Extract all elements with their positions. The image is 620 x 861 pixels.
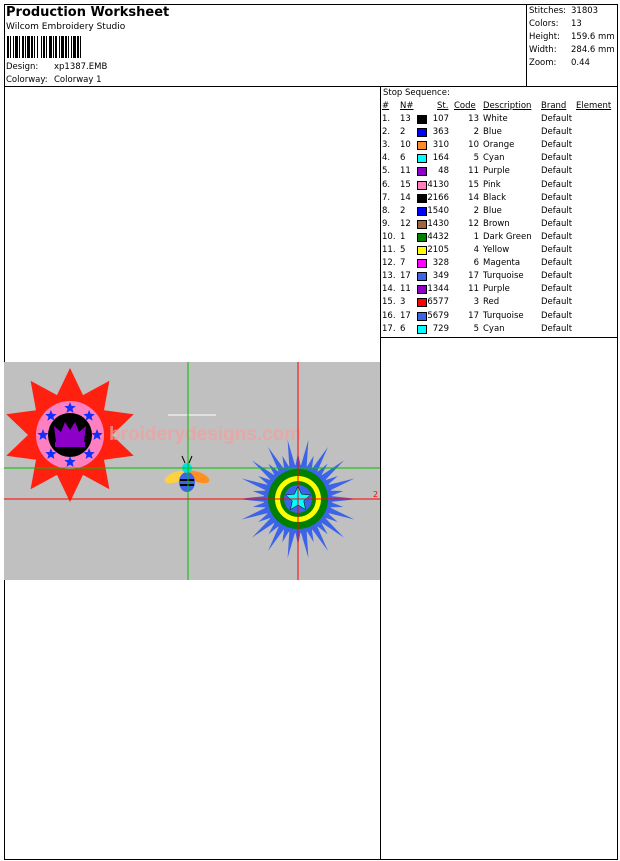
row-description: Turquoise bbox=[483, 271, 524, 282]
row-needle: 1 bbox=[400, 231, 406, 242]
row-number: 9. bbox=[382, 218, 391, 229]
row-needle: 14 bbox=[400, 192, 411, 203]
row-number: 5. bbox=[382, 166, 391, 177]
design-preview bbox=[4, 362, 380, 580]
color-swatch bbox=[417, 154, 427, 163]
row-brand: Default bbox=[541, 231, 573, 242]
colorway-label: Colorway: bbox=[6, 75, 48, 85]
color-swatch bbox=[417, 298, 427, 307]
row-code: 3 bbox=[473, 297, 479, 308]
table-row bbox=[381, 245, 617, 258]
row-needle: 6 bbox=[400, 153, 406, 164]
stat-label: Height: bbox=[529, 32, 560, 42]
row-stitches: 4432 bbox=[427, 231, 449, 242]
header-num: # bbox=[382, 101, 390, 111]
color-swatch bbox=[417, 128, 427, 137]
color-swatch bbox=[417, 181, 427, 190]
stat-label: Stitches: bbox=[529, 6, 567, 16]
row-stitches: 1344 bbox=[427, 284, 449, 295]
color-swatch bbox=[417, 246, 427, 255]
color-swatch bbox=[417, 194, 427, 203]
table-row bbox=[381, 153, 617, 166]
header-description: Description bbox=[483, 101, 532, 111]
row-number: 7. bbox=[382, 192, 391, 203]
row-description: Blue bbox=[483, 205, 502, 216]
row-stitches: 328 bbox=[432, 258, 449, 269]
row-description: Purple bbox=[483, 166, 510, 177]
row-brand: Default bbox=[541, 245, 573, 255]
row-stitches: 164 bbox=[432, 153, 449, 164]
row-stitches: 6577 bbox=[427, 297, 449, 308]
row-number: 15. bbox=[382, 297, 396, 308]
sequence-bottom-border bbox=[380, 337, 618, 338]
table-row bbox=[381, 193, 617, 206]
row-brand: Default bbox=[541, 179, 573, 190]
table-row bbox=[381, 297, 617, 310]
row-stitches: 48 bbox=[438, 166, 449, 177]
row-description: Turquoise bbox=[483, 310, 524, 321]
row-description: Blue bbox=[483, 127, 502, 138]
row-number: 6. bbox=[382, 179, 391, 190]
row-number: 13. bbox=[382, 271, 396, 282]
color-swatch bbox=[417, 115, 427, 124]
watermark-bar bbox=[168, 414, 216, 416]
row-stitches: 2166 bbox=[427, 192, 449, 203]
row-stitches: 4130 bbox=[427, 179, 449, 190]
row-description: Cyan bbox=[483, 153, 505, 164]
row-code: 12 bbox=[468, 218, 479, 229]
design-value: xp1387.EMB bbox=[54, 62, 108, 72]
table-row bbox=[381, 219, 617, 232]
color-swatch bbox=[417, 220, 427, 229]
row-description: Black bbox=[483, 192, 506, 203]
row-code: 5 bbox=[473, 323, 479, 334]
header-stitches: St. bbox=[437, 101, 449, 111]
row-needle: 11 bbox=[400, 166, 411, 177]
row-stitches: 1430 bbox=[427, 218, 449, 229]
row-brand: Default bbox=[541, 323, 573, 334]
header-element: Element bbox=[576, 101, 612, 111]
stats-divider bbox=[526, 4, 527, 87]
table-row bbox=[381, 206, 617, 219]
row-description: Brown bbox=[483, 218, 510, 229]
row-description: Purple bbox=[483, 284, 510, 295]
row-brand: Default bbox=[541, 258, 573, 269]
row-brand: Default bbox=[541, 140, 573, 151]
stat-value: 284.6 mm bbox=[571, 45, 615, 55]
row-number: 1. bbox=[382, 114, 391, 124]
design-label: Design: bbox=[6, 62, 39, 72]
row-needle: 10 bbox=[400, 140, 411, 151]
row-description: Red bbox=[483, 297, 500, 308]
table-row bbox=[381, 271, 617, 284]
row-needle: 6 bbox=[400, 323, 406, 334]
row-needle: 7 bbox=[400, 258, 406, 269]
row-needle: 2 bbox=[400, 127, 406, 138]
row-code: 13 bbox=[468, 114, 479, 124]
row-number: 3. bbox=[382, 140, 391, 151]
colorway-value: Colorway 1 bbox=[54, 75, 102, 85]
marker-label: 2 bbox=[373, 490, 379, 499]
row-code: 17 bbox=[468, 310, 479, 321]
row-needle: 3 bbox=[400, 297, 406, 308]
color-swatch bbox=[417, 167, 427, 176]
design-canvas bbox=[4, 362, 380, 580]
row-needle: 15 bbox=[400, 179, 411, 190]
row-needle: 13 bbox=[400, 114, 411, 124]
row-stitches: 349 bbox=[432, 271, 449, 282]
watermark-text: broiderydesigns.com bbox=[109, 424, 302, 445]
barcode-icon bbox=[7, 36, 131, 58]
row-description: Magenta bbox=[483, 258, 521, 269]
stat-label: Colors: bbox=[529, 19, 559, 29]
color-swatch bbox=[417, 285, 427, 294]
row-code: 2 bbox=[473, 205, 479, 216]
row-number: 8. bbox=[382, 205, 391, 216]
row-number: 17. bbox=[382, 323, 396, 334]
row-brand: Default bbox=[541, 284, 573, 295]
row-stitches: 310 bbox=[432, 140, 449, 151]
row-brand: Default bbox=[541, 297, 573, 308]
row-brand: Default bbox=[541, 166, 573, 177]
table-row bbox=[381, 284, 617, 297]
stop-sequence-title: Stop Sequence: bbox=[383, 88, 450, 98]
row-brand: Default bbox=[541, 153, 573, 164]
color-swatch bbox=[417, 233, 427, 242]
row-number: 14. bbox=[382, 284, 396, 295]
row-number: 10. bbox=[382, 231, 396, 242]
row-code: 15 bbox=[468, 179, 479, 190]
color-swatch bbox=[417, 141, 427, 150]
row-code: 6 bbox=[473, 258, 479, 269]
table-row bbox=[381, 311, 617, 324]
page-title: Production Worksheet bbox=[6, 5, 170, 20]
row-needle: 5 bbox=[400, 245, 406, 255]
row-brand: Default bbox=[541, 205, 573, 216]
row-description: Cyan bbox=[483, 323, 505, 334]
table-row bbox=[381, 166, 617, 179]
row-code: 10 bbox=[468, 140, 479, 151]
table-row bbox=[381, 127, 617, 140]
row-code: 14 bbox=[468, 192, 479, 203]
row-brand: Default bbox=[541, 127, 573, 138]
table-row bbox=[381, 232, 617, 245]
row-stitches: 363 bbox=[432, 127, 449, 138]
row-code: 4 bbox=[473, 245, 479, 255]
row-description: Pink bbox=[483, 179, 501, 190]
row-brand: Default bbox=[541, 310, 573, 321]
outer-right-border bbox=[617, 4, 618, 860]
header-needle: N# bbox=[400, 101, 414, 111]
row-stitches: 1540 bbox=[427, 205, 449, 216]
row-number: 12. bbox=[382, 258, 396, 269]
row-number: 4. bbox=[382, 153, 391, 164]
table-row bbox=[381, 140, 617, 153]
row-brand: Default bbox=[541, 114, 573, 124]
row-description: Dark Green bbox=[483, 231, 532, 242]
row-brand: Default bbox=[541, 192, 573, 203]
color-swatch bbox=[417, 312, 427, 321]
stat-value: 13 bbox=[571, 19, 582, 29]
color-swatch bbox=[417, 272, 427, 281]
table-row bbox=[381, 324, 617, 337]
stat-label: Width: bbox=[529, 45, 557, 55]
color-swatch bbox=[417, 325, 427, 334]
software-name: Wilcom Embroidery Studio bbox=[6, 22, 126, 32]
stat-value: 31803 bbox=[571, 6, 599, 16]
row-code: 2 bbox=[473, 127, 479, 138]
row-code: 11 bbox=[468, 284, 479, 295]
row-needle: 11 bbox=[400, 284, 411, 295]
row-number: 2. bbox=[382, 127, 391, 138]
row-stitches: 2105 bbox=[427, 245, 449, 255]
table-row bbox=[381, 114, 617, 127]
row-description: Orange bbox=[483, 140, 515, 151]
header-brand: Brand bbox=[541, 101, 567, 111]
row-description: White bbox=[483, 114, 508, 124]
stat-label: Zoom: bbox=[529, 58, 557, 68]
outer-bottom-border bbox=[4, 859, 618, 860]
table-row bbox=[381, 258, 617, 271]
color-swatch bbox=[417, 207, 427, 216]
row-code: 1 bbox=[473, 231, 479, 242]
row-brand: Default bbox=[541, 271, 573, 282]
table-row bbox=[381, 180, 617, 193]
color-swatch bbox=[417, 259, 427, 268]
row-needle: 17 bbox=[400, 310, 411, 321]
row-code: 11 bbox=[468, 166, 479, 177]
row-stitches: 107 bbox=[432, 114, 449, 124]
row-code: 5 bbox=[473, 153, 479, 164]
stat-value: 159.6 mm bbox=[571, 32, 615, 42]
row-needle: 17 bbox=[400, 271, 411, 282]
row-number: 16. bbox=[382, 310, 396, 321]
header-code: Code bbox=[454, 101, 476, 111]
row-needle: 12 bbox=[400, 218, 411, 229]
bee-icon bbox=[163, 456, 211, 492]
row-brand: Default bbox=[541, 218, 573, 229]
row-code: 17 bbox=[468, 271, 479, 282]
crown-base bbox=[55, 442, 85, 447]
row-stitches: 729 bbox=[432, 323, 449, 334]
row-needle: 2 bbox=[400, 205, 406, 216]
stat-value: 0.44 bbox=[571, 58, 590, 68]
row-number: 11. bbox=[382, 245, 396, 255]
row-description: Yellow bbox=[483, 245, 510, 255]
row-stitches: 5679 bbox=[427, 310, 449, 321]
